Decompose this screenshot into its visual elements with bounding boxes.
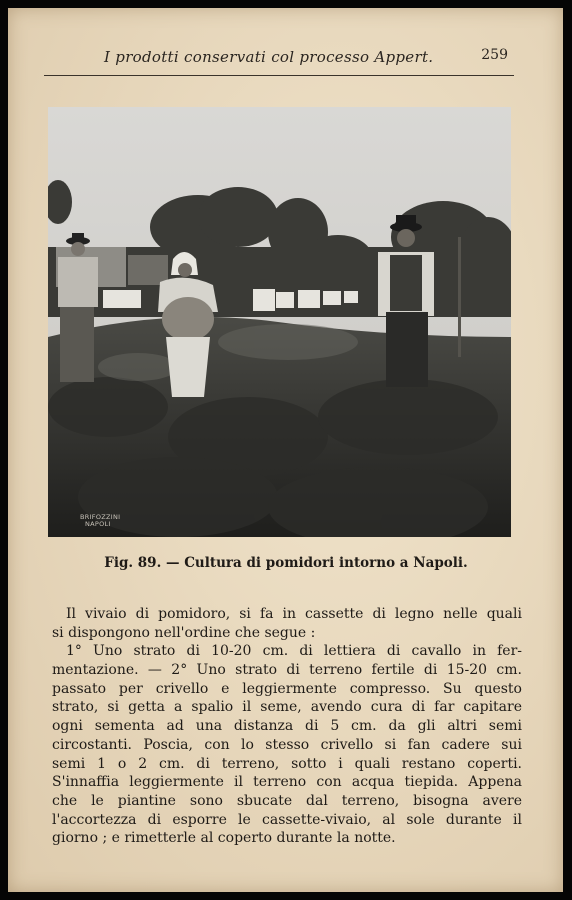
running-title: I prodotti conservati col processo Appert.: [104, 48, 434, 66]
body-line: passato per crivello e leggiermente compresso. Su questo: [52, 680, 522, 697]
page-header: [44, 40, 514, 80]
body-line: circostanti. Poscia, con lo stesso crivello si fan cadere sui: [52, 736, 522, 753]
photo-credit-line2: NAPOLI: [85, 520, 111, 528]
body-line: S'innaffia leggiermente il terreno con acqua tiepida. Appena: [52, 774, 522, 791]
body-line: che le piantine sono sbucate dal terreno, bisogna avere: [52, 792, 522, 809]
body-line: 1° Uno strato di 10-20 cm. di lettiera di cavallo in fer-: [66, 643, 522, 660]
body-line: strato, si getta a spalio il seme, avendo cura di far capitare: [52, 699, 522, 716]
body-line: si dispongono nell'ordine che segue :: [52, 624, 316, 641]
photo-credit: [80, 514, 120, 528]
body-line: semi 1 o 2 cm. di terreno, sotto i quali restano coperti.: [52, 755, 522, 772]
body-line: giorno ; e rimetterle al coperto durante la notte.: [52, 830, 396, 847]
figure-caption: [0, 555, 572, 571]
body-line: mentazione. — 2° Uno strato di terreno fertile di 15-20 cm.: [52, 662, 522, 679]
body-line: ogni sementa ad una distanza di 5 cm. da gli altri semi: [52, 718, 522, 735]
body-paragraph: [52, 605, 522, 848]
photograph-tomato-field: [48, 107, 511, 537]
photo-illustration: [48, 107, 511, 537]
page-number: 259: [481, 47, 508, 63]
figure-caption-text: Cultura di pomidori intorno a Napoli.: [184, 555, 468, 571]
body-line: Il vivaio di pomidoro, si fa in cassette di legno nelle quali: [66, 606, 522, 622]
body-line: l'accortezza di esporre le cassette-vivaio, al sole durante il: [52, 811, 522, 828]
photo-credit-line1: BRIFOZZINI: [80, 513, 121, 521]
header-rule: [44, 75, 514, 76]
figure-label: Fig. 89. —: [104, 555, 180, 571]
